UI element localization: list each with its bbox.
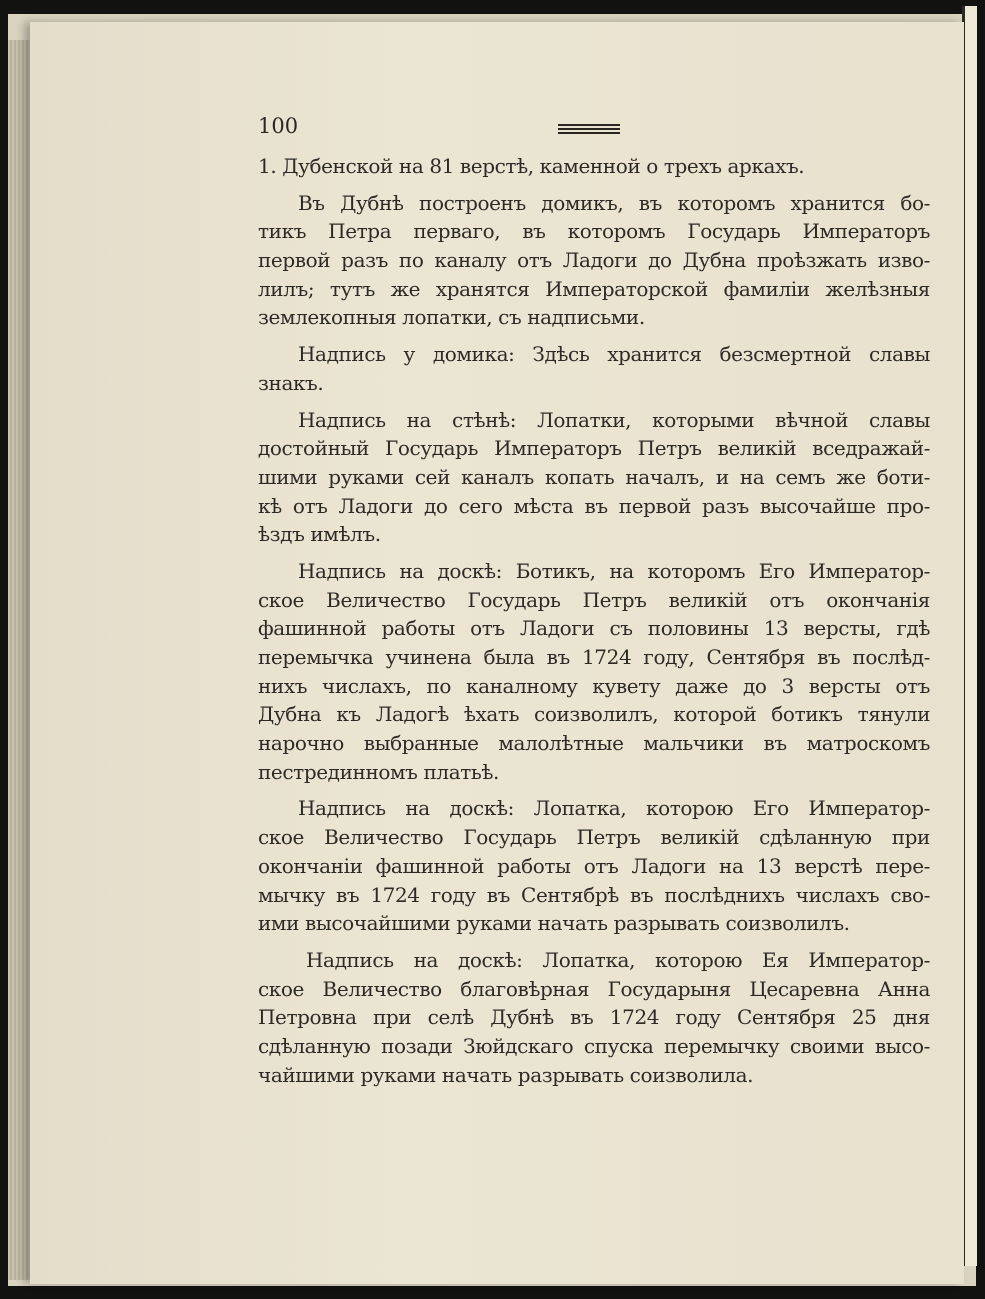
text-line: лилъ; тутъ же хранятся Императорской фамиліи желѣзныя [258,276,930,301]
text-line: мычку въ 1724 году въ Сентябрѣ въ послѣднихъ числахъ сво- [258,882,930,907]
text-line: знакъ. [258,370,324,395]
page-number: 100 [258,114,299,138]
text-line: первой разъ по каналу отъ Ладоги до Дубна проѣзжать изво- [258,248,930,273]
header-rule [558,124,620,136]
text-line: Надпись на доскѣ: Лопатка, которою Его Император- [298,796,930,821]
text-line: сдѣланную позади Зюйдскаго спуска перемычку своими высо- [258,1033,930,1058]
facing-page-edge [962,6,977,1266]
text-line: достойный Государь Императоръ Петръ великій вседражай- [258,436,930,461]
text-line: фашинной работы отъ Ладоги съ половины 13 версты, гдѣ [258,616,930,641]
text-line: шими руками сей каналъ копать началъ, и на семъ же боти- [258,464,930,489]
text-line: перемычка учинена была въ 1724 году, Сентября въ послѣд- [258,645,930,669]
text-line: окончаніи фашинной работы отъ Ладоги на 13 верстѣ пере- [258,853,930,878]
text-line: ское Величество благовѣрная Государыня Цесаревна Анна [258,976,930,1001]
text-line: тикъ Петра перваго, въ которомъ Государь Императоръ [258,219,930,244]
page-text [258,152,930,1089]
text-line: землекопныя лопатки, съ надписьми. [258,305,645,330]
text-line: 1. Дубенской на 81 верстѣ, каменной о трехъ аркахъ. [258,154,805,178]
text-line: пестрединномъ платьѣ. [258,759,499,784]
text-line: ское Величество Государь Петръ великій сдѣланную при [258,825,930,850]
text-line: Дубна къ Ладогѣ ѣхать соизволилъ, которой ботикъ тянули [258,702,930,727]
text-line: Петровна при селѣ Дубнѣ въ 1724 году Сентября 25 дня [258,1005,930,1030]
text-line: Надпись на доскѣ: Ботикъ, на которомъ Его Император- [298,558,930,583]
text-line: чайшими руками начать разрывать соизволила. [258,1062,754,1087]
text-line: Надпись на доскѣ: Лопатка, которою Ея Император- [306,947,930,972]
page-edges [8,40,32,1280]
text-line: ими высочайшими руками начать разрывать соизволилъ. [258,911,850,936]
text-line: ское Величество Государь Петръ великій отъ окончанія [258,587,930,612]
text-line: Въ Дубнѣ построенъ домикъ, въ которомъ хранится бо- [298,190,930,215]
text-line: кѣ отъ Ладоги до сего мѣста въ первой разъ высочайше про- [258,493,930,518]
text-line: Надпись у домика: Здѣсь хранится безсмертной славы [298,342,930,367]
text-line: ѣздъ имѣлъ. [258,522,381,547]
text-line: нарочно выбранные малолѣтные мальчики въ матроскомъ [258,731,930,756]
text-line: Надпись на стѣнѣ: Лопатки, которыми вѣчной славы [298,407,930,432]
page-header [258,114,930,144]
text-line: нихъ числахъ, по каналному кувету даже до 3 версты отъ [258,673,930,698]
